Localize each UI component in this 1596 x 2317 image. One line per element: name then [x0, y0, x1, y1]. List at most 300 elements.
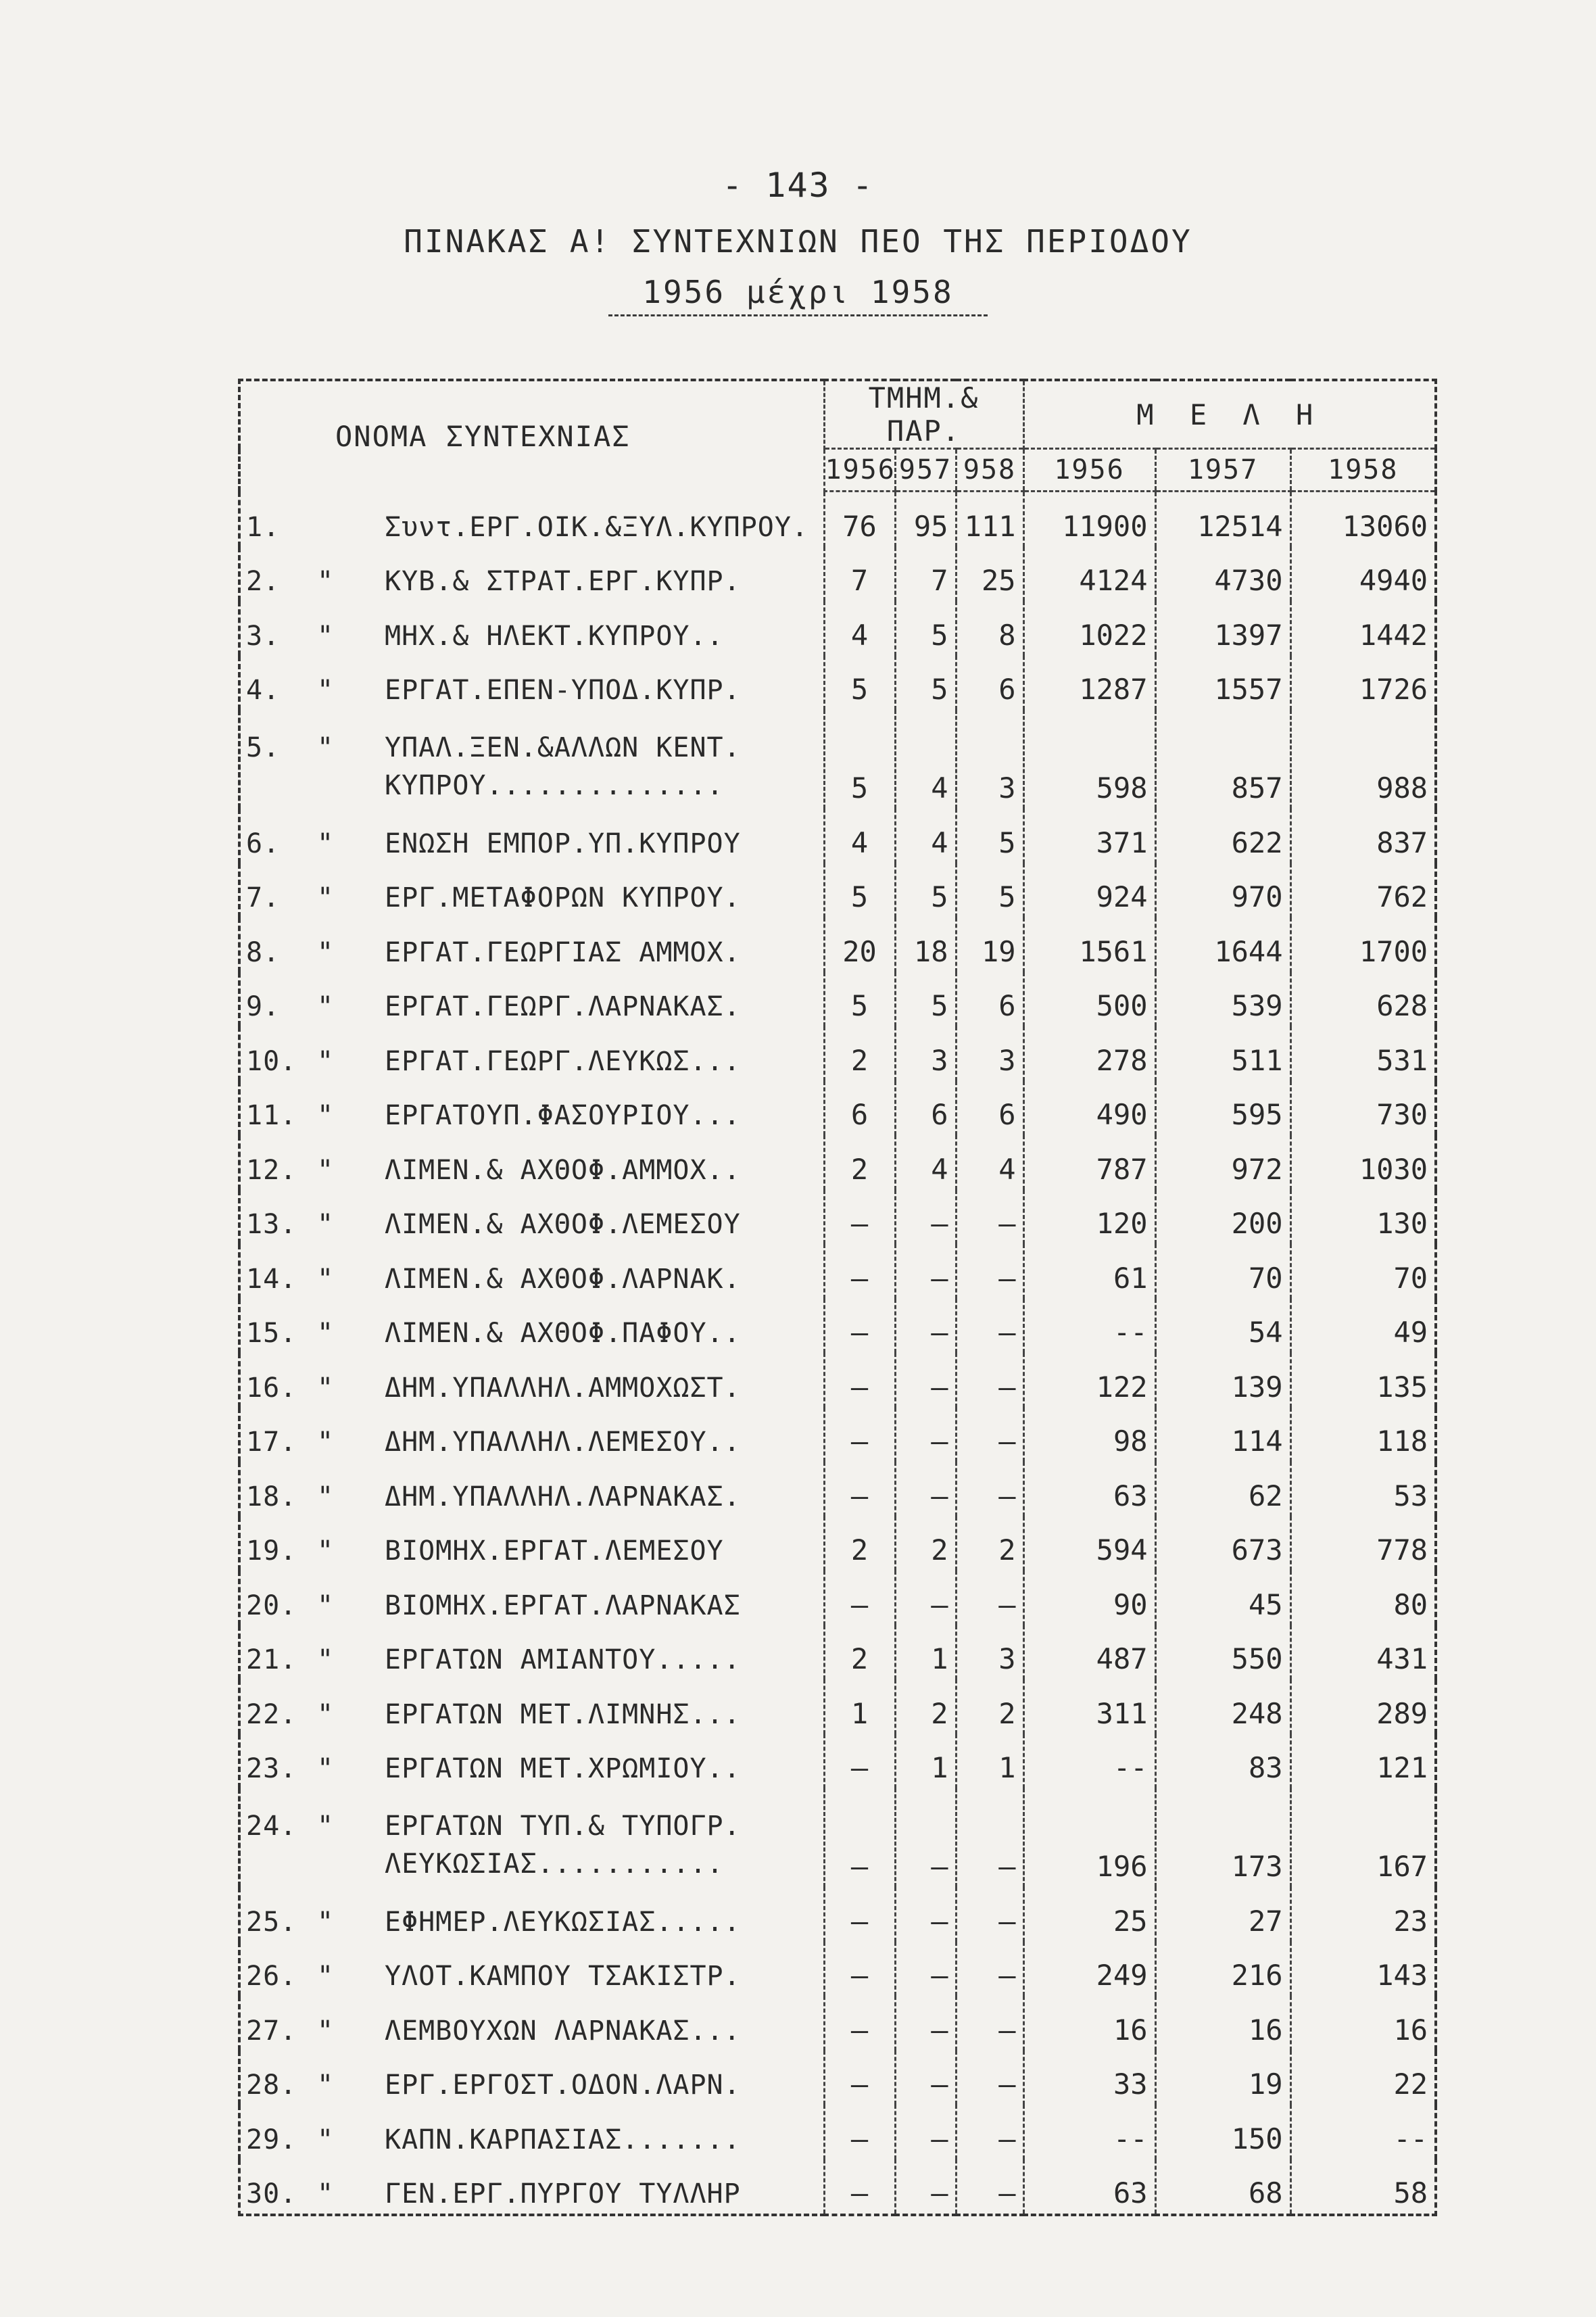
- branches-1957: –: [895, 1299, 956, 1354]
- members-1956: 1287: [1023, 656, 1155, 711]
- members-1958: 22: [1290, 2051, 1436, 2105]
- ditto-mark: ": [317, 1698, 335, 1730]
- union-name-cell: [239, 1408, 824, 1462]
- table-row: [239, 1887, 1436, 1942]
- branches-1958: 3: [956, 1026, 1023, 1081]
- branches-1958: 2: [956, 1516, 1023, 1571]
- members-1957: 550: [1155, 1625, 1290, 1680]
- header-member-year-1956: 1956: [1023, 449, 1155, 492]
- union-name: ΛΙΜΕΝ.& ΑΧΘΟΦ.ΠΑΦΟΥ..: [385, 1318, 741, 1349]
- members-1956: 598: [1023, 710, 1155, 809]
- ditto-mark: ": [317, 1961, 335, 1992]
- subtitle-text: 1956 μέχρι 1958: [608, 274, 987, 316]
- ditto-mark: ": [317, 1318, 335, 1349]
- union-name: ΕΝΩΣΗ ΕΜΠΟΡ.ΥΠ.ΚΥΠΡΟΥ: [385, 828, 741, 859]
- union-name: ΒΙΟΜΗΧ.ΕΡΓΑΤ.ΛΕΜΕΣΟΥ: [385, 1535, 724, 1567]
- branches-1958: 25: [956, 547, 1023, 602]
- row-number: 6.: [246, 828, 281, 859]
- ditto-mark: ": [317, 566, 335, 597]
- header-member-year-1957: 1957: [1155, 449, 1290, 492]
- union-name-cell: [239, 2159, 824, 2216]
- members-1957: 857: [1155, 710, 1290, 809]
- members-1956: 120: [1023, 1190, 1155, 1245]
- union-name-cell: [239, 972, 824, 1027]
- union-name-cell: [239, 1244, 824, 1299]
- union-name: ΓΕΝ.ΕΡΓ.ΠΥΡΓΟΥ ΤΥΛΛΗΡ: [385, 2178, 741, 2209]
- branches-1956: –: [824, 2051, 895, 2105]
- union-name: Συντ.ΕΡΓ.ΟΙΚ.&ΞΥΛ.ΚΥΠΡΟΥ.: [385, 511, 809, 543]
- table-row: [239, 1516, 1436, 1571]
- members-1956: 90: [1023, 1571, 1155, 1625]
- members-1956: 11900: [1023, 492, 1155, 547]
- table-row: [239, 863, 1436, 918]
- union-name: ΕΡΓΑΤ.ΓΕΩΡΓ.ΛΑΡΝΑΚΑΣ.: [385, 991, 741, 1022]
- members-1957: 972: [1155, 1135, 1290, 1190]
- members-1958: 837: [1290, 809, 1436, 863]
- ditto-mark: ": [317, 1263, 335, 1295]
- header-members: Μ Ε Λ Η: [1023, 380, 1436, 449]
- branches-1957: 4: [895, 1135, 956, 1190]
- branches-1957: 5: [895, 863, 956, 918]
- union-name-cell: [239, 1625, 824, 1680]
- branches-1958: 19: [956, 917, 1023, 972]
- union-name: ΛΙΜΕΝ.& ΑΧΘΟΦ.ΑΜΜΟΧ..: [385, 1154, 741, 1186]
- branches-1956: 5: [824, 863, 895, 918]
- table-row: [239, 656, 1436, 711]
- branches-1956: 5: [824, 972, 895, 1027]
- table-row: [239, 2159, 1436, 2216]
- union-name: ΕΡΓΑΤ.ΕΠΕΝ-ΥΠΟΔ.ΚΥΠΡ.: [385, 675, 741, 706]
- union-name-cell: [239, 1571, 824, 1625]
- branches-1956: 4: [824, 601, 895, 656]
- header-branches: ΤΜΗΜ.& ΠΑΡ.: [824, 380, 1023, 449]
- members-1958: 730: [1290, 1081, 1436, 1136]
- row-number: 8.: [246, 936, 281, 968]
- branches-1958: –: [956, 1244, 1023, 1299]
- union-name: ΕΡΓΑΤΩΝ ΜΕΤ.ΧΡΩΜΙΟΥ..: [385, 1753, 741, 1784]
- table-row: [239, 1679, 1436, 1734]
- branches-1957: 3: [895, 1026, 956, 1081]
- members-1958: 762: [1290, 863, 1436, 918]
- members-1958: 4940: [1290, 547, 1436, 602]
- union-name: ΔΗΜ.ΥΠΑΛΛΗΛ.ΛΕΜΕΣΟΥ..: [385, 1427, 741, 1458]
- branches-1957: –: [895, 2051, 956, 2105]
- union-name-cell: [239, 1679, 824, 1734]
- members-1956: 487: [1023, 1625, 1155, 1680]
- row-number: 2.: [246, 566, 281, 597]
- union-name: ΕΡΓΑΤ.ΓΕΩΡΓ.ΛΕΥΚΩΣ...: [385, 1045, 741, 1077]
- row-number: 27.: [246, 2015, 297, 2047]
- members-1956: --: [1023, 1734, 1155, 1789]
- table-row: [239, 710, 1436, 809]
- branches-1957: –: [895, 1462, 956, 1516]
- members-1956: --: [1023, 2105, 1155, 2159]
- members-1956: 98: [1023, 1408, 1155, 1462]
- union-name: ΛΙΜΕΝ.& ΑΧΘΟΦ.ΛΕΜΕΣΟΥ: [385, 1209, 741, 1240]
- members-1958: 53: [1290, 1462, 1436, 1516]
- table-row: [239, 2105, 1436, 2159]
- row-number: 19.: [246, 1535, 297, 1567]
- branches-1958: 8: [956, 601, 1023, 656]
- union-name-cell: [239, 547, 824, 602]
- union-name: ΛΙΜΕΝ.& ΑΧΘΟΦ.ΛΑΡΝΑΚ.: [385, 1263, 741, 1295]
- members-1956: 278: [1023, 1026, 1155, 1081]
- branches-1956: –: [824, 1299, 895, 1354]
- members-1957: 114: [1155, 1408, 1290, 1462]
- branches-1956: –: [824, 1353, 895, 1408]
- table-row: [239, 2051, 1436, 2105]
- union-name-cell: [239, 1462, 824, 1516]
- table-row: [239, 1942, 1436, 1997]
- table-row: [239, 601, 1436, 656]
- union-name-cell: [239, 656, 824, 711]
- branches-1956: –: [824, 1788, 895, 1887]
- row-number: 11.: [246, 1100, 297, 1131]
- members-1957: 1557: [1155, 656, 1290, 711]
- branches-1956: 5: [824, 656, 895, 711]
- union-name: ΕΡΓ.ΕΡΓΟΣΤ.ΟΔΟΝ.ΛΑΡΝ.: [385, 2070, 741, 2101]
- members-1956: 4124: [1023, 547, 1155, 602]
- branches-1958: 6: [956, 656, 1023, 711]
- union-name-cell: [239, 2105, 824, 2159]
- members-1956: 25: [1023, 1887, 1155, 1942]
- row-number: 22.: [246, 1698, 297, 1730]
- ditto-mark: ": [317, 1906, 335, 1938]
- union-name: ΚΥΒ.& ΣΤΡΑΤ.ΕΡΓ.ΚΥΠΡ.: [385, 566, 741, 597]
- row-number: 21.: [246, 1644, 297, 1675]
- members-1956: 63: [1023, 2159, 1155, 2216]
- branches-1956: –: [824, 1996, 895, 2051]
- union-name: ΛΕΜΒΟΥΧΩΝ ΛΑΡΝΑΚΑΣ...: [385, 2015, 741, 2047]
- table-row: [239, 1353, 1436, 1408]
- members-1958: 1726: [1290, 656, 1436, 711]
- branches-1956: 5: [824, 710, 895, 809]
- branches-1957: 7: [895, 547, 956, 602]
- row-number: 24.: [246, 1811, 297, 1842]
- branches-1957: 5: [895, 972, 956, 1027]
- members-1957: 1644: [1155, 917, 1290, 972]
- table-row: [239, 1026, 1436, 1081]
- ditto-mark: ": [317, 936, 335, 968]
- members-1957: 19: [1155, 2051, 1290, 2105]
- branches-1956: –: [824, 2105, 895, 2159]
- ditto-mark: ": [317, 1427, 335, 1458]
- ditto-mark: ": [317, 2015, 335, 2047]
- members-1958: 23: [1290, 1887, 1436, 1942]
- branches-1956: –: [824, 1462, 895, 1516]
- branches-1957: 5: [895, 656, 956, 711]
- table-row: [239, 1571, 1436, 1625]
- members-1957: 4730: [1155, 547, 1290, 602]
- branches-1958: –: [956, 1190, 1023, 1245]
- members-1957: 83: [1155, 1734, 1290, 1789]
- row-number: 18.: [246, 1481, 297, 1512]
- row-number: 5.: [246, 732, 281, 763]
- branches-1958: 4: [956, 1135, 1023, 1190]
- union-name: ΕΡΓΑΤΩΝ ΤΥΠ.& ΤΥΠΟΓΡ. ΛΕΥΚΩΣΙΑΣ...........: [385, 1811, 741, 1880]
- union-name-cell: [239, 809, 824, 863]
- union-name-cell: [239, 1299, 824, 1354]
- row-number: 15.: [246, 1318, 297, 1349]
- branches-1957: –: [895, 1788, 956, 1887]
- row-number: 16.: [246, 1372, 297, 1404]
- table-row: [239, 547, 1436, 602]
- ditto-mark: ": [317, 828, 335, 859]
- ditto-mark: ": [317, 1209, 335, 1240]
- branches-1958: –: [956, 1462, 1023, 1516]
- table-row: [239, 972, 1436, 1027]
- row-number: 12.: [246, 1154, 297, 1186]
- row-number: 4.: [246, 675, 281, 706]
- page-title: ΠΙΝΑΚΑΣ Α! ΣΥΝΤΕΧΝΙΩΝ ΠΕΟ ΤΗΣ ΠΕΡΙΟΔΟΥ: [404, 223, 1192, 260]
- branches-1956: –: [824, 2159, 895, 2216]
- table-row: [239, 809, 1436, 863]
- members-1956: 196: [1023, 1788, 1155, 1887]
- members-1958: 49: [1290, 1299, 1436, 1354]
- table-row: [239, 1408, 1436, 1462]
- union-name-cell: [239, 1026, 824, 1081]
- members-1956: 63: [1023, 1462, 1155, 1516]
- members-1956: 594: [1023, 1516, 1155, 1571]
- header-member-year-1958: 1958: [1290, 449, 1436, 492]
- members-1958: 531: [1290, 1026, 1436, 1081]
- row-number: 25.: [246, 1906, 297, 1938]
- ditto-mark: ": [317, 1045, 335, 1077]
- members-1957: 622: [1155, 809, 1290, 863]
- branches-1958: 3: [956, 710, 1023, 809]
- members-1958: 70: [1290, 1244, 1436, 1299]
- table-row: [239, 1788, 1436, 1887]
- branches-1956: 2: [824, 1026, 895, 1081]
- union-name-cell: [239, 601, 824, 656]
- branches-1958: 6: [956, 1081, 1023, 1136]
- row-number: 3.: [246, 620, 281, 652]
- branches-1957: 6: [895, 1081, 956, 1136]
- members-1958: 135: [1290, 1353, 1436, 1408]
- row-number: 30.: [246, 2178, 297, 2209]
- branches-1956: –: [824, 1408, 895, 1462]
- members-1957: 150: [1155, 2105, 1290, 2159]
- branches-1958: –: [956, 2105, 1023, 2159]
- row-number: 7.: [246, 882, 281, 913]
- page-number: - 143 -: [722, 166, 874, 205]
- union-name-cell: [239, 2051, 824, 2105]
- branches-1957: –: [895, 2159, 956, 2216]
- branches-1956: 7: [824, 547, 895, 602]
- branches-1956: –: [824, 1734, 895, 1789]
- branches-1957: 95: [895, 492, 956, 547]
- members-1957: 54: [1155, 1299, 1290, 1354]
- table-row: [239, 917, 1436, 972]
- members-1957: 12514: [1155, 492, 1290, 547]
- branches-1957: –: [895, 1353, 956, 1408]
- union-name-cell: [239, 1887, 824, 1942]
- branches-1957: 1: [895, 1625, 956, 1680]
- branches-1957: –: [895, 1244, 956, 1299]
- union-name-cell: [239, 492, 824, 547]
- row-number: 29.: [246, 2124, 297, 2155]
- ditto-mark: ": [317, 2070, 335, 2101]
- members-1957: 70: [1155, 1244, 1290, 1299]
- branches-1957: –: [895, 1996, 956, 2051]
- members-1956: 1022: [1023, 601, 1155, 656]
- members-1957: 62: [1155, 1462, 1290, 1516]
- branches-1958: –: [956, 1353, 1023, 1408]
- table-row: [239, 1244, 1436, 1299]
- ditto-mark: ": [317, 1481, 335, 1512]
- branches-1956: –: [824, 1190, 895, 1245]
- ditto-mark: ": [317, 620, 335, 652]
- branches-1958: 5: [956, 809, 1023, 863]
- branches-1956: –: [824, 1571, 895, 1625]
- ditto-mark: ": [317, 882, 335, 913]
- union-name: ΒΙΟΜΗΧ.ΕΡΓΑΤ.ΛΑΡΝΑΚΑΣ: [385, 1590, 741, 1621]
- row-number: 14.: [246, 1263, 297, 1295]
- ditto-mark: ": [317, 1753, 335, 1784]
- row-number: 9.: [246, 991, 281, 1022]
- table-row: [239, 1135, 1436, 1190]
- branches-1956: 6: [824, 1081, 895, 1136]
- members-1958: 167: [1290, 1788, 1436, 1887]
- header-branch-year-1956: 1956: [824, 449, 895, 492]
- branches-1957: –: [895, 1190, 956, 1245]
- table-row: [239, 1625, 1436, 1680]
- members-1958: 1030: [1290, 1135, 1436, 1190]
- ditto-mark: ": [317, 1372, 335, 1404]
- union-name-cell: [239, 1516, 824, 1571]
- branches-1957: 2: [895, 1516, 956, 1571]
- members-1958: 121: [1290, 1734, 1436, 1789]
- branches-1957: 4: [895, 809, 956, 863]
- union-name-cell: [239, 1353, 824, 1408]
- branches-1956: 2: [824, 1516, 895, 1571]
- branches-1958: –: [956, 1788, 1023, 1887]
- members-1958: 1442: [1290, 601, 1436, 656]
- members-1957: 539: [1155, 972, 1290, 1027]
- union-name: ΚΑΠΝ.ΚΑΡΠΑΣΙΑΣ.......: [385, 2124, 741, 2155]
- union-name: ΥΠΑΛ.ΞΕΝ.&ΑΛΛΩΝ ΚΕΝΤ. ΚΥΠΡΟΥ..............: [385, 732, 741, 801]
- header-branch-year-1957: 957: [895, 449, 956, 492]
- members-1957: 16: [1155, 1996, 1290, 2051]
- members-1957: 45: [1155, 1571, 1290, 1625]
- members-1956: 787: [1023, 1135, 1155, 1190]
- members-1956: 500: [1023, 972, 1155, 1027]
- members-1957: 173: [1155, 1788, 1290, 1887]
- members-1958: 289: [1290, 1679, 1436, 1734]
- unions-table: [238, 379, 1437, 2216]
- branches-1958: –: [956, 1571, 1023, 1625]
- members-1957: 1397: [1155, 601, 1290, 656]
- union-name-cell: [239, 710, 824, 809]
- union-name: ΕΡΓΑΤΩΝ ΑΜΙΑΝΤΟΥ.....: [385, 1644, 741, 1675]
- branches-1957: 18: [895, 917, 956, 972]
- branches-1958: –: [956, 1887, 1023, 1942]
- ditto-mark: ": [317, 1644, 335, 1675]
- members-1956: 490: [1023, 1081, 1155, 1136]
- row-number: 1.: [246, 511, 281, 543]
- members-1958: 778: [1290, 1516, 1436, 1571]
- members-1958: 80: [1290, 1571, 1436, 1625]
- branches-1956: 4: [824, 809, 895, 863]
- members-1956: 371: [1023, 809, 1155, 863]
- ditto-mark: ": [317, 1811, 335, 1842]
- branches-1957: –: [895, 1408, 956, 1462]
- union-name: ΕΦΗΜΕΡ.ΛΕΥΚΩΣΙΑΣ.....: [385, 1906, 741, 1938]
- branches-1957: 5: [895, 601, 956, 656]
- branches-1956: 1: [824, 1679, 895, 1734]
- members-1957: 216: [1155, 1942, 1290, 1997]
- members-1958: 988: [1290, 710, 1436, 809]
- members-1957: 248: [1155, 1679, 1290, 1734]
- header-branch-year-1958: 958: [956, 449, 1023, 492]
- members-1957: 673: [1155, 1516, 1290, 1571]
- union-name: ΔΗΜ.ΥΠΑΛΛΗΛ.ΑΜΜΟΧΩΣΤ.: [385, 1372, 741, 1404]
- members-1958: 13060: [1290, 492, 1436, 547]
- page-subtitle: [0, 274, 1596, 310]
- members-1957: 511: [1155, 1026, 1290, 1081]
- branches-1957: 2: [895, 1679, 956, 1734]
- union-name-cell: [239, 1135, 824, 1190]
- branches-1958: 111: [956, 492, 1023, 547]
- members-1956: 122: [1023, 1353, 1155, 1408]
- union-name-cell: [239, 863, 824, 918]
- union-name-cell: [239, 1788, 824, 1887]
- branches-1956: 2: [824, 1135, 895, 1190]
- members-1958: 118: [1290, 1408, 1436, 1462]
- branches-1957: 1: [895, 1734, 956, 1789]
- branches-1956: –: [824, 1942, 895, 1997]
- branches-1958: 2: [956, 1679, 1023, 1734]
- branches-1956: 2: [824, 1625, 895, 1680]
- branches-1956: –: [824, 1244, 895, 1299]
- table-row: [239, 1734, 1436, 1789]
- members-1956: 249: [1023, 1942, 1155, 1997]
- ditto-mark: ": [317, 1535, 335, 1567]
- row-number: 13.: [246, 1209, 297, 1240]
- branches-1957: –: [895, 2105, 956, 2159]
- members-1958: 1700: [1290, 917, 1436, 972]
- members-1958: 431: [1290, 1625, 1436, 1680]
- branches-1957: –: [895, 1942, 956, 1997]
- ditto-mark: ": [317, 2178, 335, 2209]
- ditto-mark: ": [317, 675, 335, 706]
- union-name-cell: [239, 1734, 824, 1789]
- members-1957: 595: [1155, 1081, 1290, 1136]
- table-row: [239, 492, 1436, 547]
- row-number: 17.: [246, 1427, 297, 1458]
- table-row: [239, 1081, 1436, 1136]
- header-name: ΟΝΟΜΑ ΣΥΝΤΕΧΝΙΑΣ: [335, 419, 631, 453]
- table-row: [239, 1299, 1436, 1354]
- union-name-cell: [239, 917, 824, 972]
- members-1958: 143: [1290, 1942, 1436, 1997]
- members-1956: --: [1023, 1299, 1155, 1354]
- ditto-mark: ": [317, 732, 335, 763]
- branches-1958: –: [956, 1942, 1023, 1997]
- members-1958: 58: [1290, 2159, 1436, 2216]
- branches-1958: –: [956, 1299, 1023, 1354]
- members-1957: 27: [1155, 1887, 1290, 1942]
- members-1958: 628: [1290, 972, 1436, 1027]
- row-number: 28.: [246, 2070, 297, 2101]
- ditto-mark: ": [317, 991, 335, 1022]
- union-name: ΕΡΓΑΤΟΥΠ.ΦΑΣΟΥΡΙΟΥ...: [385, 1100, 741, 1131]
- union-name: ΔΗΜ.ΥΠΑΛΛΗΛ.ΛΑΡΝΑΚΑΣ.: [385, 1481, 741, 1512]
- members-1957: 139: [1155, 1353, 1290, 1408]
- union-name: ΕΡΓ.ΜΕΤΑΦΟΡΩΝ ΚΥΠΡΟΥ.: [385, 882, 741, 913]
- row-number: 10.: [246, 1045, 297, 1077]
- branches-1957: –: [895, 1571, 956, 1625]
